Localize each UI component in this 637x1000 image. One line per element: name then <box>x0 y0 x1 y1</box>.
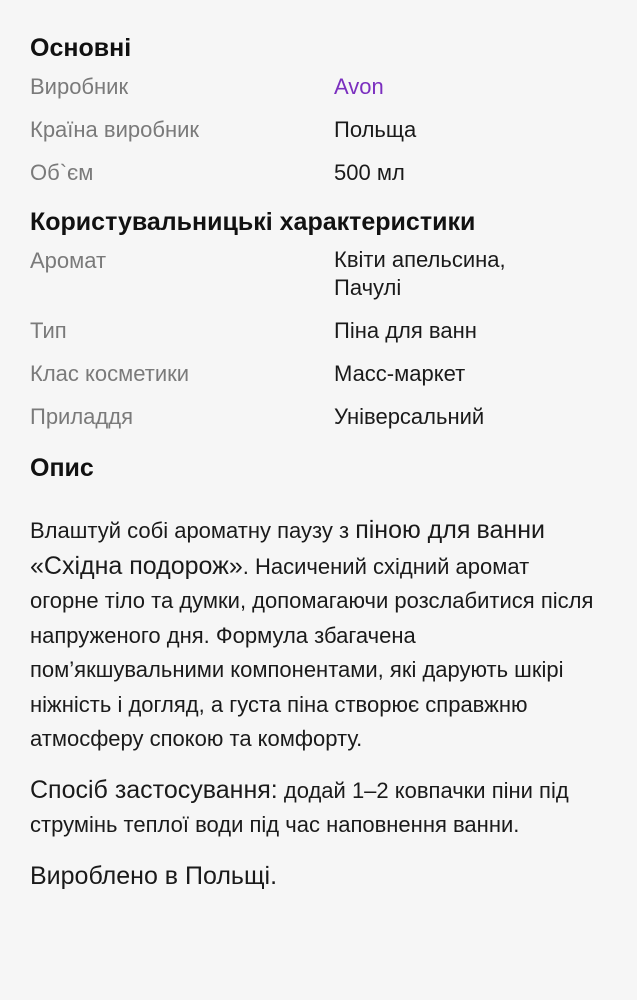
description-section <box>30 431 607 893</box>
basic-rows <box>30 72 607 187</box>
row-cosmetics-class <box>30 359 607 388</box>
user-characteristics-rows <box>30 246 607 431</box>
row-value: Піна для ванн <box>334 318 477 343</box>
aroma-value-line-2: Пачулі <box>334 275 402 300</box>
row-label: Країна виробник <box>30 117 200 142</box>
row-value <box>334 246 607 302</box>
user-characteristics-title: Користувальницькі характеристики <box>30 208 476 236</box>
row-country <box>30 115 607 144</box>
row-accessories <box>30 402 607 431</box>
manufacturer-link[interactable]: Avon <box>334 74 384 99</box>
row-value: Універсальний <box>334 404 485 429</box>
row-volume <box>30 158 607 187</box>
description-highlight-1: піною для <box>355 516 471 544</box>
usage-paragraph <box>30 773 607 843</box>
description-rest: . Насичений східний аромат огорне тіло та думки, допомагаючи розслабитися після напруженого дня. Формула збагачена пом’якшувальними компонентами, які дарують шкірі ніжність і догляд, а густа піна створює справжню атмосферу спокою та комфорту. <box>30 553 594 751</box>
row-value: 500 мл <box>334 160 405 185</box>
description-highlight-2: ванни «Східна подорож» <box>30 516 546 580</box>
row-label: Аромат <box>30 248 107 273</box>
row-type <box>30 316 607 345</box>
row-aroma <box>30 246 607 302</box>
row-label: Об`єм <box>30 160 94 185</box>
row-label: Виробник <box>30 74 129 99</box>
basic-section <box>30 0 607 187</box>
description-paragraph <box>30 513 607 757</box>
made-in-text: Вироблено в Польщі. <box>30 861 278 890</box>
usage-text: додай 1–2 ковпачки піни під струмінь теплої води під час наповнення ванни. <box>30 777 569 837</box>
row-value: Польща <box>334 117 417 142</box>
row-manufacturer <box>30 72 607 101</box>
aroma-value-line-1: Квіти апельсина, <box>334 247 506 272</box>
description-title: Опис <box>30 454 94 482</box>
row-label: Приладдя <box>30 404 133 429</box>
description-intro: Влаштуй собі ароматну паузу з <box>30 518 356 543</box>
basic-section-title: Основні <box>30 34 132 62</box>
row-label: Тип <box>30 318 67 343</box>
usage-label: Спосіб застосування: <box>30 775 278 804</box>
row-value: Масс-маркет <box>334 361 466 386</box>
user-characteristics-section <box>30 187 607 431</box>
row-label: Клас косметики <box>30 361 190 386</box>
